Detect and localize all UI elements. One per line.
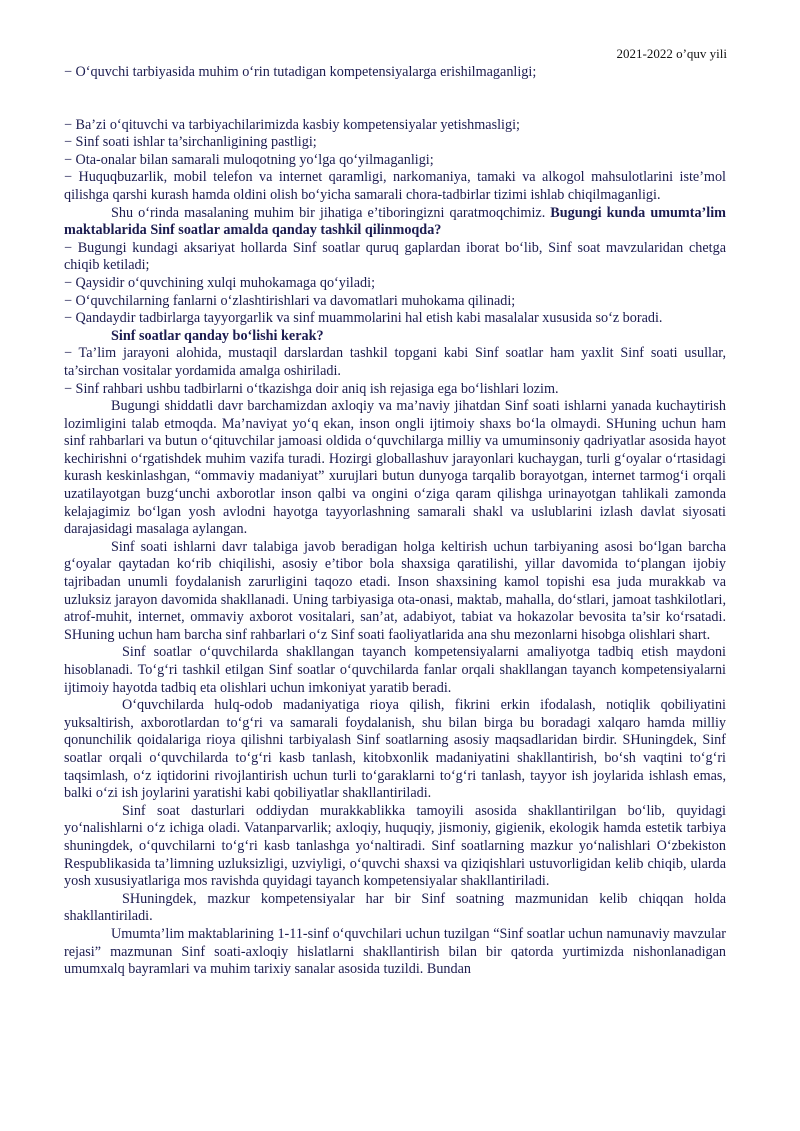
question-intro: Shu o‘rinda masalaning muhim bir jihatiga e’tiboringizni qaratmoqchimiz. (111, 204, 551, 221)
question-heading: Bugungi kunda umumta’lim maktablarida Sinf soatlar amalda qanday tashkil qilinmoqda? (64, 204, 726, 239)
list-item: − Ta’lim jarayoni alohida, mustaqil darslardan tashkil topgani kabi Sinf soatlar ham yaxlit Sinf soati usullar, ta’sirchan vositalar yordamida amalga oshiriladi. (64, 345, 726, 379)
list-item: − O‘quvchi tarbiyasida muhim o‘rin tutadigan kompetensiyalarga erishilmaganligi; (64, 64, 537, 80)
body-paragraph: Bugungi shiddatli davr barchamizdan axloqiy va ma’naviy jihatdan Sinf soati ishlarni yanada kuchaytirish lozimligini talab etmoqda. Ma’naviyat yo‘q ekan, inson ongli ijtimoiy shaxs bo‘la olmaydi. SHuning uchun ham sinf rahbarlari va butun o‘qituvchilar jamoasi oldida o‘quvchilarga milliy va umuminsoniy qadriyatlar asosida hayot kechirishni o‘rgatishdek muhim vazifa turadi. Hozirgi globallashuv jarayonlari kuchaygan, turli g‘oyalar o‘rtasidagi kurash keskinlashgan, “ommaviy madaniyat” xurujlari butun dunyoga tarqalib borayotgan, internet tarmog‘i orqali uzatilayotgan buzg‘unchi axborotlar inson qalbi va ongini o‘ziga qaram qilishga urinayotgan tahlikali zamonda kelajagimiz bo‘lgan yosh avlodni hayotga tayyorlashning samarali shakl va uslublarini izlash davlat siyosati darajasidagi masalaga aylangan. (64, 398, 726, 538)
body-paragraph: Sinf soatlar o‘quvchilarda shakllangan tayanch kompetensiyalarni amaliyotga tadbiq etish maydoni hisoblanadi. To‘g‘ri tashkil etilgan Sinf soatlar o‘quvchilarda fanlar orqali shakllangan tayanch kompetensiyalarni ijtimoiy hayotda tadbiq eta olishlari uchun imkoniyat yaratib beradi. (64, 644, 726, 696)
list-item: − Qaysidir o‘quvchining xulqi muhokamaga qo‘yiladi; (64, 274, 376, 291)
body-paragraph: Sinf soat dasturlari oddiydan murakkablikka tamoyili asosida shakllantirilgan bo‘lib, quyidagi yo‘nalishlarni o‘z ichiga oladi. Vatanparvarlik; axloqiy, huquqiy, jismoniy, gigienik, ekologik hamda estetik tarbiya shuningdek, o‘quvchilarni to‘g‘ri kasb tanlashga yo‘naltiradi. Sinf soatlarning mazkur yo‘nalishlari O‘zbekiston Respublikasida ta’limning uzluksizligi, uzviyligi, o‘quvchi shaxsi va qiziqishlari ustuvorligidan kelib chiqib, ularda yosh xususiyatlariga mos ravishda quyidagi tayanch kompetensiyalar shakllantiriladi. (64, 802, 726, 890)
list-item: − Huquqbuzarlik, mobil telefon va internet qaramligi, narkomaniya, tamaki va alkogol mahsulotlarini iste’mol qilishga qarshi kurash hamda oldini olish bo‘yicha samarali chora-tadbirlar tizimi ishlab chiqilmaganligi. (64, 169, 726, 203)
body-paragraph: O‘quvchilarda hulq-odob madaniyatiga rioya qilish, fikrini erkin ifodalash, notiqlik qobiliyatini yuksaltirish, axborotlardan to‘g‘ri va samarali foydalanish, shu bilan birga bu boradagi xalqaro hamda milliy qonunchilik qoidalariga rioya qilishni tarbiyalash Sinf soatlarning asosiy maqsadlaridan birdir. SHuningdek, Sinf soatlar orqali o‘quvchilarda to‘g‘ri kasb tanlash, kitobxonlik madaniyatini shakllantirish, bo‘sh vaqtini to‘g‘ri taqsimlash, o‘z iqtidorini rivojlantirish uchun turli to‘garaklarni to‘g‘ri tanlash, tayyor ish joylarida ishlash emas, balki o‘zi ish joylarini yaratishi kabi qobiliyatlar shakllantiriladi. (64, 697, 726, 802)
list-item: − Ota-onalar bilan samarali muloqotning yo‘lga qo‘yilmaganligi; (64, 151, 434, 168)
section-heading: Sinf soatlar qanday bo‘lishi kerak? (111, 327, 324, 344)
body-paragraph: Sinf soati ishlarni davr talabiga javob beradigan holga keltirish uchun tarbiyaning asosi bo‘lgan barcha g‘oyalar qaytadan ko‘rib chiqilishi, asosiy e’tibor bola shaxsiga qaratilishi, yillar davomida to‘plangan ijobiy tajribadan unumli foydalanish zarurligini taqozo etadi. Inson shaxsining kamol topishi esa juda murakkab va uzluksiz jarayon davomida shakllanadi. Uning tarbiyasiga ota-onasi, maktab, mahalla, do‘stlari, jamoat tashkilotlari, atrof-muhit, internet, ommaviy axborot vositalari, san’at, adabiyot, tabiat va hokazolar bevosita ta’sir ko‘rsatadi. SHuning uchun ham barcha sinf rahbarlari o‘z Sinf soati faoliyatlarida ana shu mezonlarni hisobga olishlari shart. (64, 538, 726, 643)
list-item: − Ba’zi o‘qituvchi va tarbiyachilarimizda kasbiy kompetensiyalar yetishmasligi; (64, 116, 520, 133)
spacer (64, 82, 726, 117)
list-item: − Qandaydir tadbirlarga tayyorgarlik va sinf muammolarini hal etish kabi masalalar xususida so‘z boradi. (64, 310, 663, 327)
list-item: − Sinf rahbari ushbu tadbirlarni o‘tkazishga doir aniq ish rejasiga ega bo‘lishlari lozim. (64, 380, 559, 397)
body-paragraph: SHuningdek, mazkur kompetensiyalar har bir Sinf soatning mazmunidan kelib chiqqan holda shakllantiriladi. (64, 890, 726, 925)
academic-year-header: 2021-2022 o’quv yili (616, 46, 727, 61)
list-item: − Sinf soati ishlar ta’sirchanligining pastligi; (64, 134, 317, 151)
question-paragraph (64, 205, 726, 240)
list-item: − O‘quvchilarning fanlarni o‘zlashtirishlari va davomatlari muhokama qilinadi; (64, 292, 516, 309)
body-paragraph: Umumta’lim maktablarining 1-11-sinf o‘quvchilari uchun tuzilgan “Sinf soatlar uchun namunaviy mavzular rejasi” mazmunan Sinf soati-axloqiy hislatlarni shakllantirish bilan bir qatorda yurtimizda nishonlanadigan umumxalq bayramlari va muhim tarixiy sanalar asosida tuzildi. Bundan (64, 925, 726, 978)
list-item: − Bugungi kundagi aksariyat hollarda Sinf soatlar quruq gaplardan iborat bo‘lib, Sinf soat mavzularidan chetga chiqib ketiladi; (64, 239, 726, 274)
document-body (64, 64, 726, 979)
